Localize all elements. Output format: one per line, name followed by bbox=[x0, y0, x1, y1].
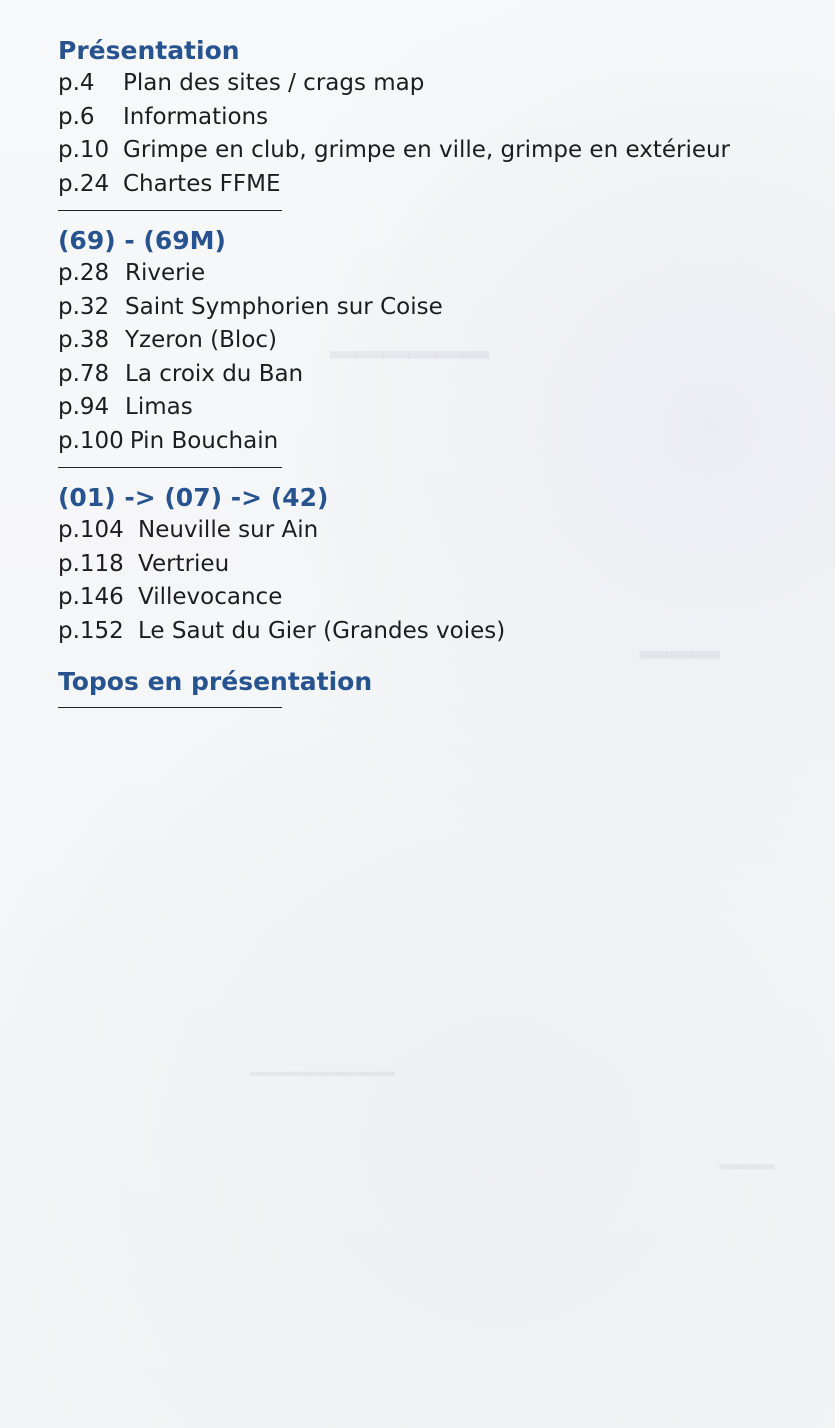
toc-entry[interactable] bbox=[58, 358, 798, 392]
toc-entry[interactable] bbox=[58, 581, 798, 615]
show-through-texture: ━━━ bbox=[720, 1151, 775, 1184]
entry-label: Plan des sites / crags map bbox=[123, 70, 425, 96]
entry-label: Riverie bbox=[125, 260, 206, 286]
section-divider bbox=[58, 210, 282, 211]
page-number: p.152 bbox=[58, 617, 124, 644]
page-number: p.24 bbox=[58, 170, 110, 197]
section-title: Topos en présentation bbox=[58, 667, 373, 696]
spacer bbox=[58, 648, 798, 665]
entry-label: Pin Bouchain bbox=[129, 427, 279, 454]
section-topos bbox=[58, 665, 798, 708]
page-number: p.100 bbox=[58, 427, 124, 454]
page-number: p.28 bbox=[58, 260, 110, 286]
entry-label: Villevocance bbox=[138, 584, 283, 610]
section-presentation bbox=[58, 34, 798, 211]
toc-entry[interactable] bbox=[58, 257, 798, 291]
toc-entry[interactable] bbox=[58, 548, 798, 582]
show-through-texture: ━━━━━━ bbox=[330, 331, 489, 380]
entry-label: Yzeron (Bloc) bbox=[125, 327, 278, 353]
toc-entry[interactable] bbox=[58, 324, 798, 358]
page-number: p.104 bbox=[58, 517, 124, 543]
toc-entry[interactable] bbox=[58, 615, 798, 649]
show-through-texture: ━━━ bbox=[640, 631, 720, 680]
section-69 bbox=[58, 224, 798, 468]
entry-label: Limas bbox=[125, 394, 193, 420]
show-through-texture: ━━━━━━━━━━ bbox=[250, 1061, 395, 1088]
entry-label: Neuville sur Ain bbox=[138, 517, 319, 543]
page-number: p.38 bbox=[58, 327, 110, 353]
section-01-07-42 bbox=[58, 481, 798, 665]
entry-label: La croix du Ban bbox=[125, 360, 304, 387]
page-number: p.94 bbox=[58, 394, 110, 420]
section-title: (69) - (69M) bbox=[58, 226, 226, 255]
section-divider bbox=[58, 707, 282, 708]
toc-entry[interactable] bbox=[58, 425, 798, 459]
entry-label: Vertrieu bbox=[138, 550, 230, 577]
section-title: Présentation bbox=[58, 36, 240, 65]
toc-entry[interactable] bbox=[58, 514, 798, 548]
page-number: p.146 bbox=[58, 584, 124, 610]
page-number: p.78 bbox=[58, 360, 110, 387]
entry-label: Informations bbox=[123, 103, 269, 130]
toc-entry[interactable] bbox=[58, 168, 798, 202]
section-divider bbox=[58, 467, 282, 468]
entry-label: Grimpe en club, grimpe en ville, grimpe en extérieur bbox=[123, 137, 731, 163]
entry-label: Saint Symphorien sur Coise bbox=[125, 293, 443, 320]
toc-entry[interactable] bbox=[58, 101, 798, 135]
entry-label: Chartes FFME bbox=[123, 170, 281, 197]
entry-label: Le Saut du Gier (Grandes voies) bbox=[138, 617, 506, 644]
page-number: p.10 bbox=[58, 137, 110, 163]
page-number: p.4 bbox=[58, 70, 95, 96]
toc-entry[interactable] bbox=[58, 391, 798, 425]
table-of-contents bbox=[58, 34, 798, 721]
toc-entry[interactable] bbox=[58, 291, 798, 325]
toc-entry[interactable] bbox=[58, 67, 798, 101]
toc-entry[interactable] bbox=[58, 134, 798, 168]
page-number: p.6 bbox=[58, 103, 95, 130]
page-number: p.118 bbox=[58, 550, 124, 577]
section-title: (01) -> (07) -> (42) bbox=[58, 483, 329, 512]
page-number: p.32 bbox=[58, 293, 110, 320]
